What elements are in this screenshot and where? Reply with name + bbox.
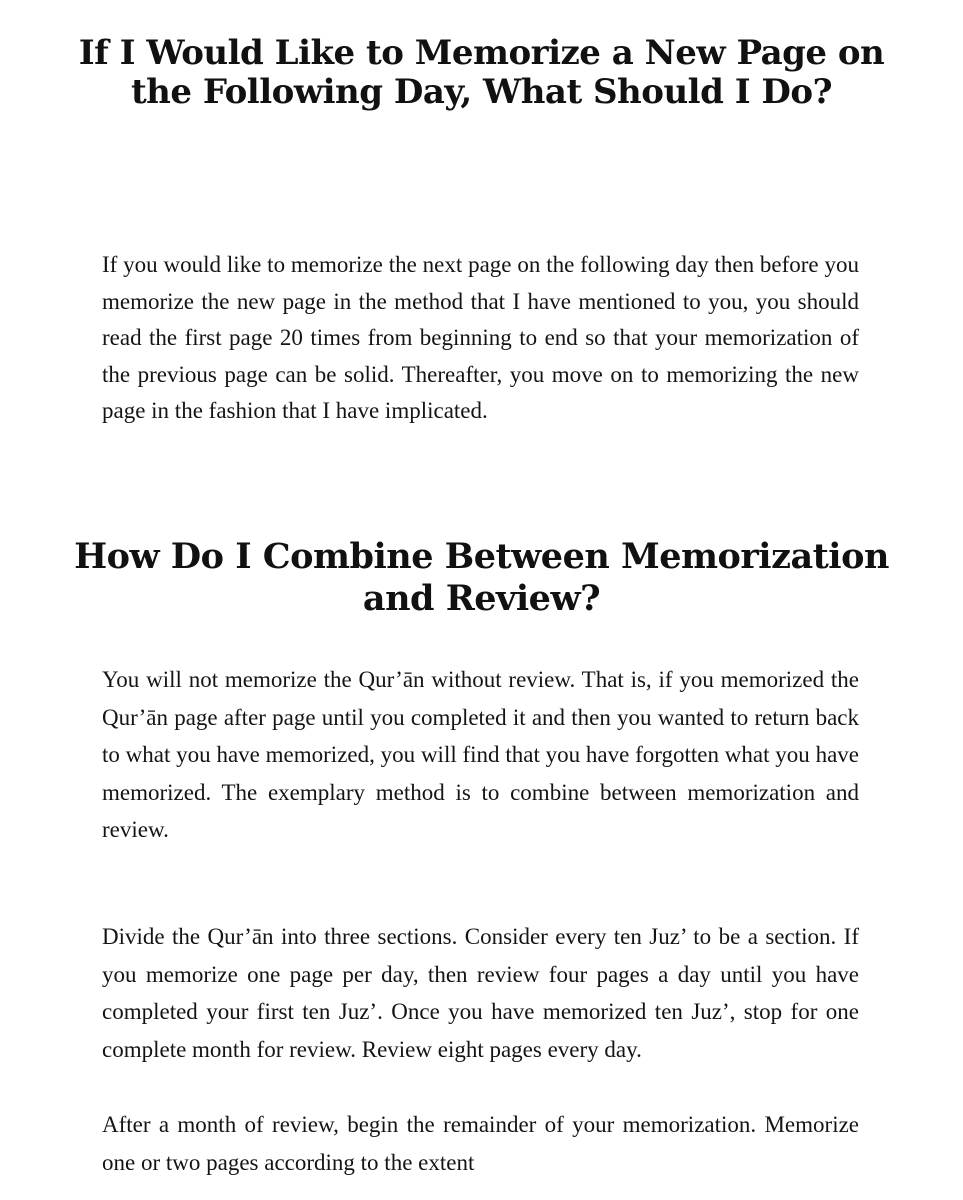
section-heading-combine-memorization-review: How Do I Combine Between Memorization and Review? <box>74 536 889 619</box>
paragraph-divide-quran: Divide the Qur’ān into three sections. Consider every ten Juz’ to be a section. If you memorize one page per day, then review four pages a day until you have completed your first ten Juz’. Once you have memorized ten Juz’, stop for one complete month for review. Review eight pages every day. <box>102 924 859 1062</box>
paragraph-after-review: After a month of review, begin the remainder of your memorization. Memorize one or two pages according to the extent <box>102 1112 859 1175</box>
section-heading-memorize-new-page: If I Would Like to Memorize a New Page on the Following Day, What Should I Do? <box>78 33 885 112</box>
paragraph-new-page-method: If you would like to memorize the next page on the following day then before you memorize the new page in the method that I have mentioned to you, you should read the first page 20 times from beginning to end so that your memorization of the previous page can be solid. Thereafter, you move on to memorizing the new page in the fashion that I have implicated. <box>102 252 859 424</box>
paragraph-review-importance: You will not memorize the Qur’ān without review. That is, if you memorized the Qur’ān page after page until you completed it and then you wanted to return back to what you have memorized, you will find that you have forgotten what you have memorized. The exemplary method is to combine between memorization and review. <box>102 667 859 843</box>
